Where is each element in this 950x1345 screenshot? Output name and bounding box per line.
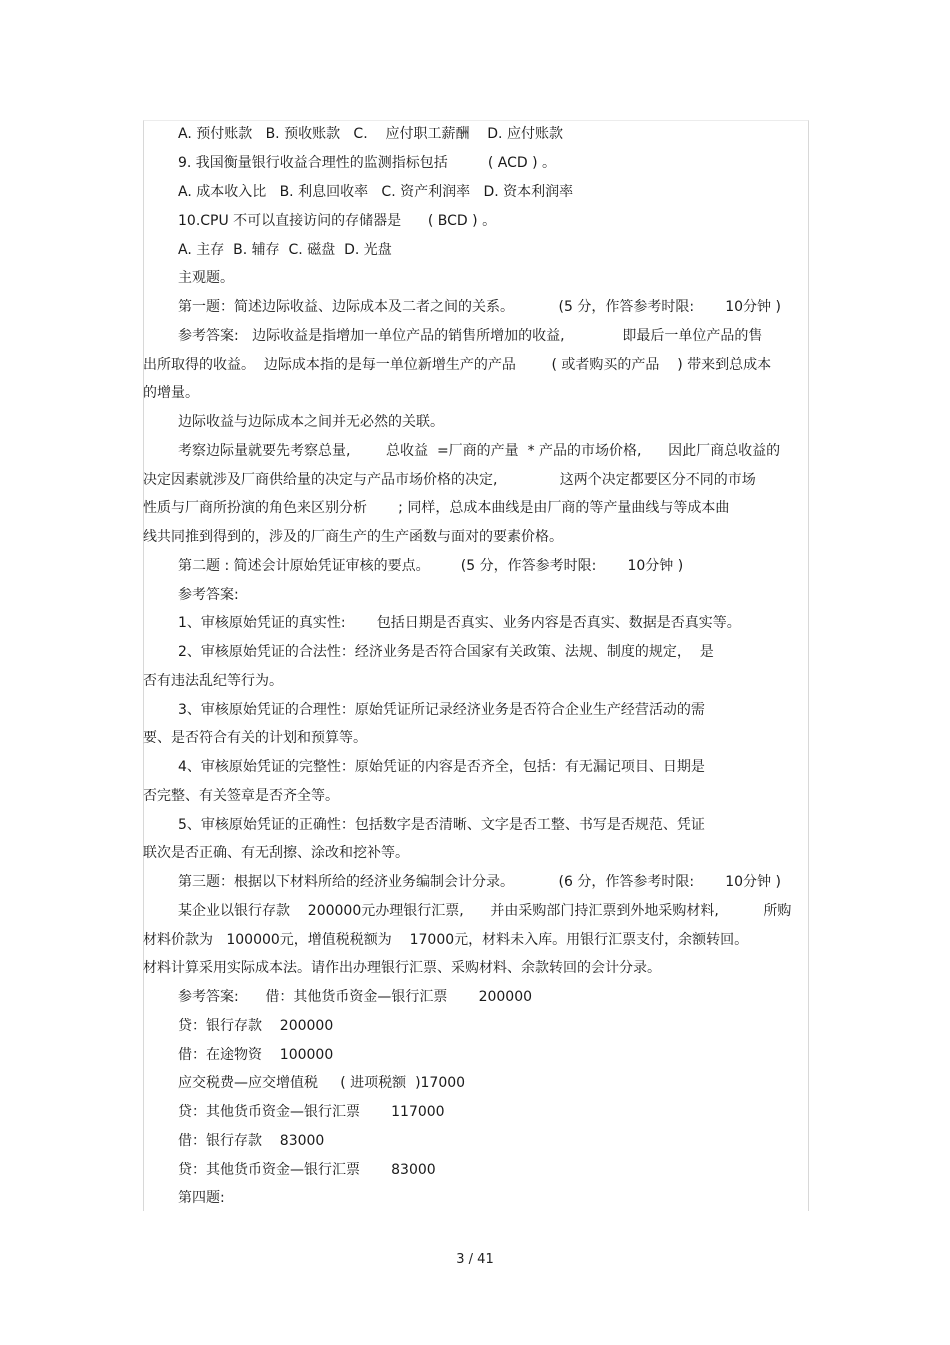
text-line: 性质与厂商所扮演的角色来区别分析 ; 同样，总成本曲线是由厂商的等产量曲线与等成本曲 (143, 500, 730, 516)
text-line: A. 主存 B. 辅存 C. 磁盘 D. 光盘 (178, 242, 392, 258)
question-heading: 第二题 : 简述会计原始凭证审核的要点。 (5 分，作答参考时限: 10分钟 ) (178, 558, 684, 574)
text-line: 5、审核原始凭证的正确性：包括数字是否清晰、文字是否工整、书写是否规范、凭证 (178, 817, 705, 833)
text-line: 主观题。 (178, 270, 234, 286)
question-heading: 第四题: (178, 1190, 225, 1206)
question-heading: 第一题：简述边际收益、边际成本及二者之间的关系。 (5 分，作答参考时限: 10分钟 ) (178, 299, 781, 315)
text-line: 3、审核原始凭证的合理性：原始凭证所记录经济业务是否符合企业生产经营活动的需 (178, 702, 705, 718)
text-line: 某企业以银行存款 200000元办理银行汇票, 并由采购部门持汇票到外地采购材料, 所购 (178, 903, 792, 919)
text-line: 贷：其他货币资金—银行汇票 83000 (178, 1162, 436, 1178)
text-line: 参考答案: 借：其他货币资金—银行汇票 200000 (178, 989, 533, 1005)
text-line: 考察边际量就要先考察总量, 总收益 =厂商的产量 * 产品的市场价格, 因此厂商总收益的 (178, 443, 781, 459)
text-line: 否有违法乱纪等行为。 (143, 673, 283, 689)
text-line: 借：银行存款 83000 (178, 1133, 325, 1149)
text-line: 要、是否符合有关的计划和预算等。 (143, 730, 367, 746)
text-line: 借：在途物资 100000 (178, 1047, 334, 1063)
text-line: 10.CPU 不可以直接访问的存储器是 ( BCD ) 。 (178, 213, 497, 229)
text-line: A. 预付账款 B. 预收账款 C. 应付职工薪酬 D. 应付账款 (178, 126, 563, 142)
text-line: 1、审核原始凭证的真实性: 包括日期是否真实、业务内容是否真实、数据是否真实等。 (178, 615, 741, 631)
text-line: 2、审核原始凭证的合法性：经济业务是否符合国家有关政策、法规、制度的规定， 是 (178, 644, 714, 660)
text-line: 应交税费—应交增值税 ( 进项税额 )17000 (178, 1075, 466, 1091)
text-line: 线共同推到得到的，涉及的厂商生产的生产函数与面对的要素价格。 (143, 529, 563, 545)
text-line: 联次是否正确、有无刮擦、涂改和挖补等。 (143, 845, 409, 861)
text-line: 参考答案: (178, 587, 239, 603)
page-number: 3 / 41 (456, 1252, 494, 1267)
text-line: 4、审核原始凭证的完整性：原始凭证的内容是否齐全，包括：有无漏记项目、日期是 (178, 759, 705, 775)
text-line: 材料价款为 100000元，增值税税额为 17000元，材料未入库。用银行汇票支付，余额转回。 (143, 932, 749, 948)
text-line: 出所取得的收益。 边际成本指的是每一单位新增生产的产品 ( 或者购买的产品 ) 带来到总成本 (143, 357, 772, 373)
text-line: A. 成本收入比 B. 利息回收率 C. 资产利润率 D. 资本利润率 (178, 184, 574, 200)
text-line: 贷：银行存款 200000 (178, 1018, 334, 1034)
text-line: 参考答案: 边际收益是指增加一单位产品的销售所增加的收益, 即最后一单位产品的售 (178, 328, 763, 344)
text-line: 决定因素就涉及厂商供给量的决定与产品市场价格的决定, 这两个决定都要区分不同的市场 (143, 472, 756, 488)
text-line: 材料计算采用实际成本法。请作出办理银行汇票、采购材料、余款转回的会计分录。 (143, 960, 661, 976)
text-line: 9. 我国衡量银行收益合理性的监测指标包括 ( ACD ) 。 (178, 155, 557, 171)
question-heading: 第三题：根据以下材料所给的经济业务编制会计分录。 (6 分，作答参考时限: 10分钟 ) (178, 874, 781, 890)
text-line: 否完整、有关签章是否齐全等。 (143, 788, 339, 804)
text-line: 贷：其他货币资金—银行汇票 117000 (178, 1104, 445, 1120)
text-line: 边际收益与边际成本之间并无必然的关联。 (178, 414, 444, 430)
text-line: 的增量。 (143, 385, 199, 401)
